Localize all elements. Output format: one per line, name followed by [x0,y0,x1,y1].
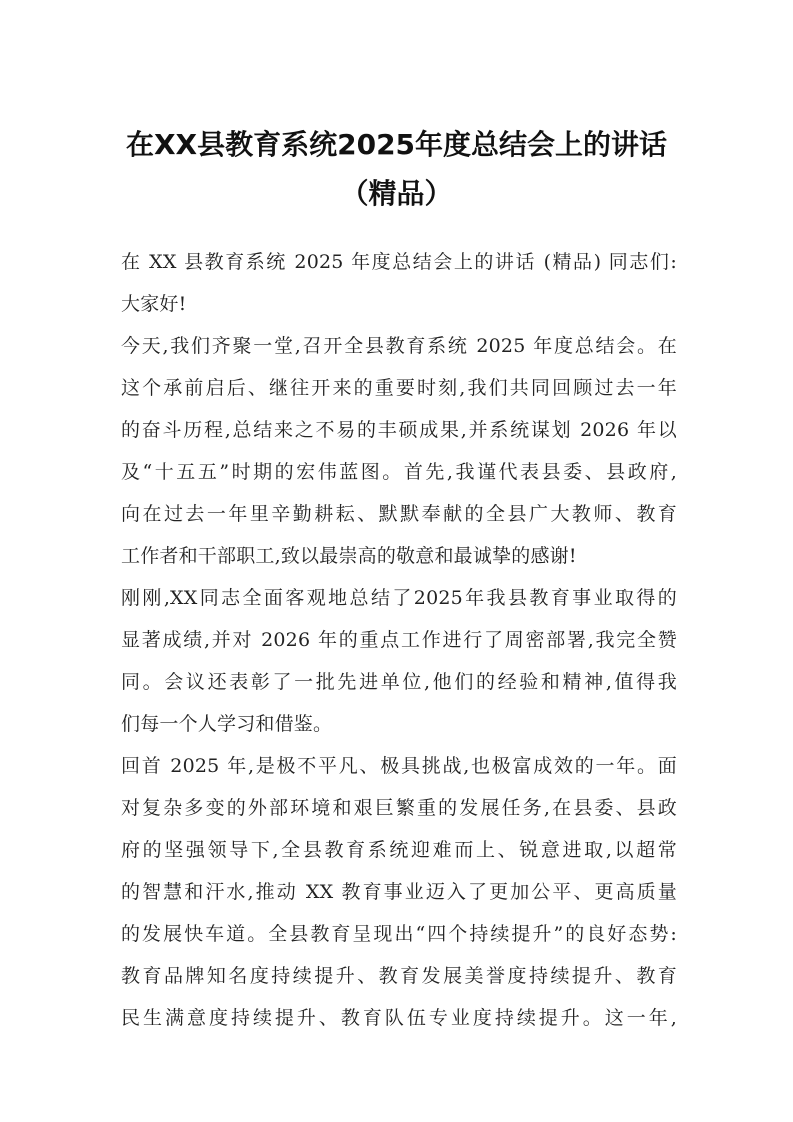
body-line: 显著成绩,并对 2026 年的重点工作进行了周密部署,我完全赞 [121,629,677,651]
document-title: 在XX县教育系统2025年度总结会上的讲话 [125,128,668,161]
body-line: 教育品牌知名度持续提升、教育发展美誉度持续提升、教育 [121,965,677,987]
body-line: 的奋斗历程,总结来之不易的丰硕成果,并系统谋划 2026 年以 [121,419,677,441]
body-line: 民生满意度持续提升、教育队伍专业度持续提升。这一年, [121,1007,677,1029]
body-line: 的发展快车道。全县教育呈现出“四个持续提升”的良好态势: [121,923,677,945]
body-line: 工作者和干部职工,致以最崇高的敬意和最诚挚的感谢! [121,545,577,567]
body-line: 回首 2025 年,是极不平凡、极具挑战,也极富成效的一年。面 [121,755,677,777]
document-title-suffix: （精品） [340,177,453,210]
body-line: 及“十五五”时期的宏伟蓝图。首先,我谨代表县委、县政府, [121,461,677,483]
body-line: 们每一个人学习和借鉴。 [121,713,333,735]
body-line: 在 XX 县教育系统 2025 年度总结会上的讲话 (精品) 同志们: [121,251,677,273]
body-line: 向在过去一年里辛勤耕耘、默默奉献的全县广大教师、教育 [121,503,677,525]
body-line: 对复杂多变的外部环境和艰巨繁重的发展任务,在县委、县政 [121,797,677,819]
body-line: 刚刚,XX同志全面客观地总结了2025年我县教育事业取得的 [121,587,677,609]
body-line: 的智慧和汗水,推动 XX 教育事业迈入了更加公平、更高质量 [121,881,677,903]
body-line: 大家好! [121,293,187,315]
body-line: 今天,我们齐聚一堂,召开全县教育系统 2025 年度总结会。在 [121,335,677,357]
body-line: 这个承前启后、继往开来的重要时刻,我们共同回顾过去一年 [121,377,677,399]
body-line: 同。会议还表彰了一批先进单位,他们的经验和精神,值得我 [121,671,677,693]
body-line: 府的坚强领导下,全县教育系统迎难而上、锐意进取,以超常 [121,839,677,861]
